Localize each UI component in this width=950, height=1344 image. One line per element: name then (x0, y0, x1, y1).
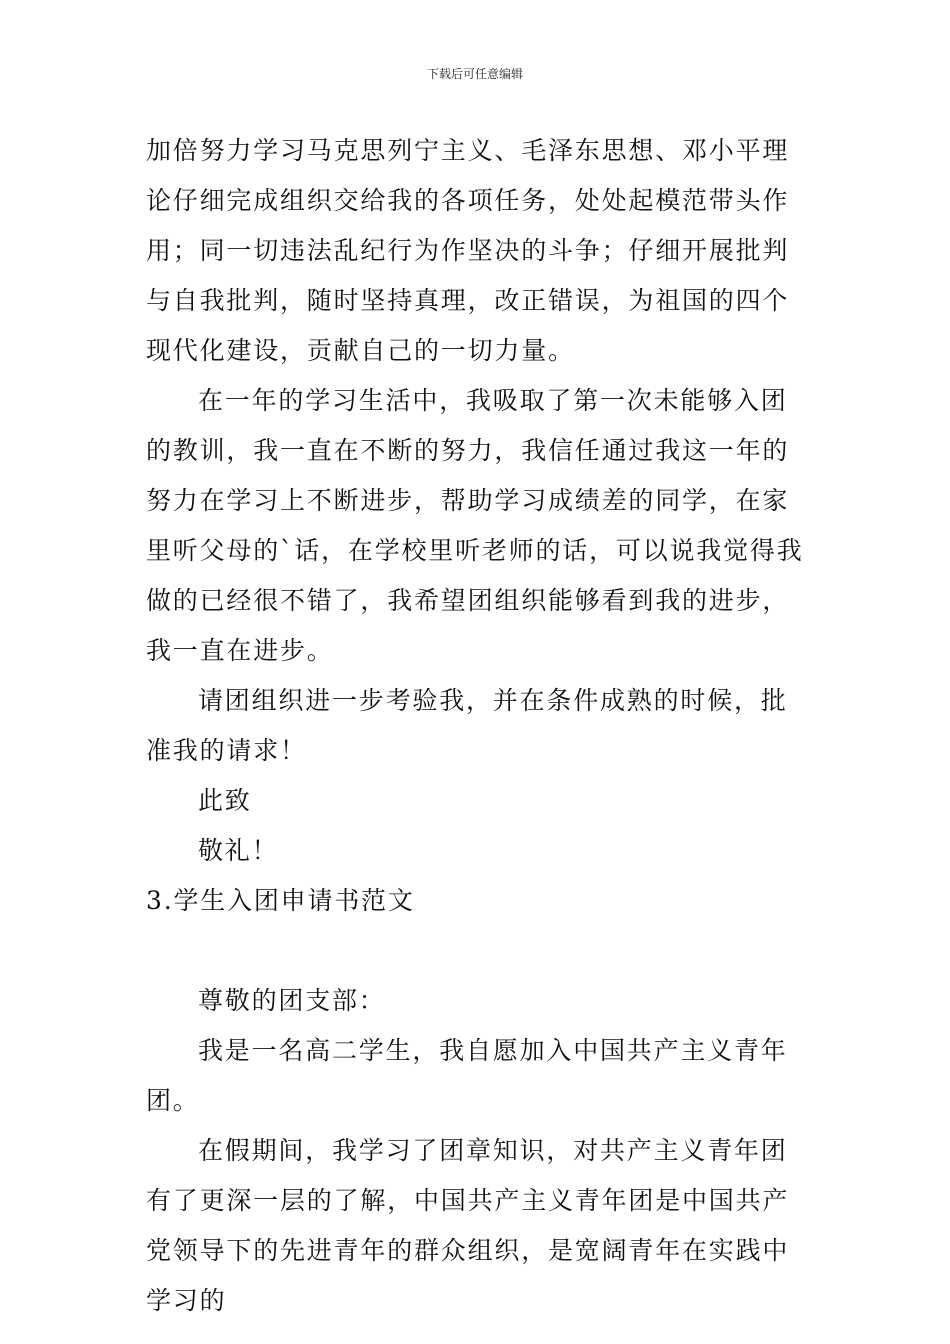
paragraph-4: 我是一名高二学生，我自愿加入中国共产主义青年团。 (146, 1036, 788, 1115)
section-title: 3.学生入团申请书范文 (146, 886, 415, 915)
closing-regards: 此致 (198, 786, 252, 815)
paragraph-1: 加倍努力学习马克思列宁主义、毛泽东思想、邓小平理论仔细完成组织交给我的各项任务，处处起模范带头作用；同一切违法乱纪行为作坚决的斗争；仔细开展批判与自我批判，随时坚持真理，改正错误，为祖国的四个现代化建设，贡献自己的一切力量。 (146, 136, 790, 365)
paragraph-2: 在一年的学习生活中，我吸取了第一次未能够入团的教训，我一直在不断的努力，我信任通过我这一年的努力在学习上不断进步，帮助学习成绩差的同学，在家里听父母的`话，在学校里听老师的话，可以说我觉得我做的已经很不错了，我希望团组织能够看到我的进步，我一直在进步。 (146, 386, 804, 665)
document-body (146, 126, 810, 1326)
blank-line (146, 926, 810, 976)
closing-salute: 敬礼！ (198, 836, 279, 865)
paragraph-3: 请团组织进一步考验我，并在条件成熟的时候，批准我的请求！ (146, 686, 788, 765)
paragraph-5: 在假期间，我学习了团章知识，对共产主义青年团有了更深一层的了解，中国共产主义青年团是中国共产党领导下的先进青年的群众组织，是宽阔青年在实践中学习的 (146, 1136, 790, 1315)
salutation: 尊敬的团支部： (198, 986, 386, 1015)
page-header: 下载后可任意编辑 (426, 67, 523, 81)
